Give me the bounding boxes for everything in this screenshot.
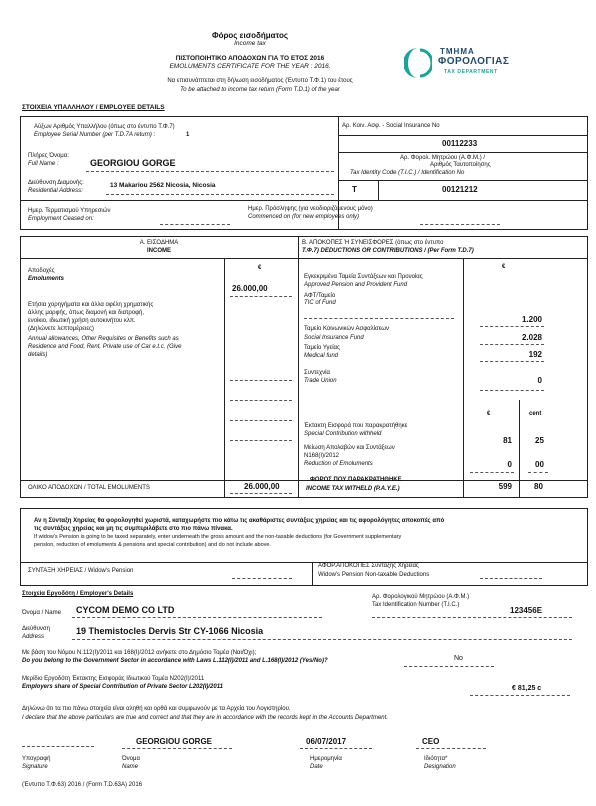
designation-value: CEO bbox=[422, 737, 440, 746]
income-currency: € bbox=[258, 265, 262, 271]
title-en: Income tax bbox=[234, 40, 266, 47]
reduction-cent: 00 bbox=[535, 460, 544, 469]
date-label-gr: Ημερομηνία bbox=[310, 756, 342, 762]
employer-share-value: € 81,25 c bbox=[512, 685, 542, 692]
signature-label-en: Signature bbox=[22, 764, 48, 770]
designation-label-en: Designation bbox=[424, 764, 456, 770]
employer-share-label-en: Employers share of Special Contribution of Private Sector L202(I)/2011 bbox=[22, 684, 223, 690]
deductions-head-en: Τ.Φ.7) DEDUCTIONS OR CONTRIBUTIONS / (Per Form T.D.7) bbox=[302, 248, 474, 254]
reduction-euro: 0 bbox=[507, 460, 512, 469]
employer-tic-value: 123456E bbox=[510, 606, 543, 615]
tic-label-gr: Αρ. Φορολ. Μητρώου (Α.Φ.Μ.) / bbox=[400, 155, 486, 161]
cert-title-en: EMOLUMENTS CERTIFICATE FOR THE YEAR : 2016. bbox=[169, 63, 331, 70]
income-head-en: INCOME bbox=[147, 248, 171, 254]
allowances-gr-2: άλλης μορφής, όπως διαμονή και διατροφή, bbox=[28, 310, 145, 316]
employer-name-value: CYCOM DEMO CO LTD bbox=[76, 605, 175, 615]
pension-note-gr-1: Αν η Σύνταξη Χηρείας θα φορολογηθεί χωριστά, καταχωρήστε πιο κάτω τις ακαθάριστες συντάξεις χηρείας και τις αφορολόγητες αποκοπές από bbox=[34, 518, 445, 524]
paye-euro: 599 bbox=[498, 482, 512, 491]
col-euro-header: € bbox=[487, 411, 491, 417]
social-insurance-value: 00112233 bbox=[442, 139, 478, 148]
designation-label-gr: Ιδιότητα* bbox=[424, 756, 448, 762]
commenced-label-gr: Ημερ. Πρόσληψης (για νεοδιοριζόμενους μόνο) bbox=[248, 206, 373, 212]
pension-note-en-1: If widow's Pension is going to be taxed separately, enter underneath the gross amount and the non-taxable deductions (for Government supplementary bbox=[34, 534, 402, 540]
logo-mark-icon bbox=[404, 46, 432, 80]
allowances-en-3: details) bbox=[28, 352, 48, 358]
social-insurance-label: Αρ. Κοιν. Ασφ. - Social Insurance No bbox=[342, 123, 440, 129]
commenced-label-en: Commenced on (for new employees only) bbox=[248, 214, 360, 220]
attach-note-gr: Να επισυνάπτεται στη δήλωση εισοδήματος (Έντυπο Τ.Φ.1) του έτους bbox=[167, 78, 353, 84]
income-head-gr: Α. ΕΙΣΟΔΗΜΑ bbox=[139, 240, 179, 246]
employer-name-label: Όνομα / Name bbox=[22, 610, 61, 616]
tic-label-en: Tax Identity Code (T.I.C.) / Identification No bbox=[350, 170, 465, 176]
allowances-en-2: Residence and Food, Rent, Private use of Car e.t.c. (Give bbox=[28, 344, 182, 350]
gov-sector-answer: No bbox=[454, 655, 463, 662]
signature-label-gr: Υπογραφή bbox=[22, 756, 51, 762]
union-label-en: Trade Union bbox=[304, 378, 337, 384]
cert-title-gr: ΠΙΣΤΟΠΟΙΗΤΙΚΟ ΑΠΟΔΟΧΩΝ ΓΙΑ ΤΟ ΕΤΟΣ 2016 bbox=[175, 55, 325, 62]
ceased-label-en: Employment Ceased on: bbox=[28, 216, 94, 222]
tic-type: T bbox=[352, 185, 357, 194]
medical-fund-value: 192 bbox=[528, 350, 542, 359]
paye-label-gr: ΦΟΡΟΣ ΠΟΥ ΠΑΡΑΚΡΑΤΗΘΗΚΕ bbox=[310, 477, 402, 483]
logo-text-en: TAX DEPARTMENT bbox=[444, 69, 498, 75]
allowances-gr-3: ενοίκιο, ιδιωτική χρήση αυτοκινήτου κλπ. bbox=[28, 318, 136, 324]
medical-fund-label-gr: Ταμείο Υγείας bbox=[304, 345, 340, 351]
aft-label-en: TIC of Fund bbox=[304, 300, 336, 306]
social-fund-value: 2.028 bbox=[521, 333, 542, 342]
allowances-gr-4: (Δηλώνετε λεπτομέρειες) bbox=[28, 326, 94, 332]
employer-tic-label-en: Tax Identification Number (T.I.C.) bbox=[372, 602, 460, 608]
gov-sector-question-gr: Με βάση του Νόμου Ν.112(Ι)/2011 και 168(Ι)/2012 ανήκετε στο Δημόσιο Τομέα (Ναι/Όχι); bbox=[22, 650, 257, 656]
nontax-deductions-label-gr: ΑΦΟΡ.ΑΠΟΚΟΠΕΣ Σύνταξης Χηρείας bbox=[318, 563, 419, 569]
allowances-en-1: Annual allowances, Other Requisites or Benefits such as bbox=[28, 336, 179, 342]
special-label-en: Special Contribution withheld bbox=[304, 431, 382, 437]
employer-address-label-gr: Διεύθυνση bbox=[22, 626, 50, 632]
employer-share-label-gr: Μερίδιο Εργοδότη Έκτακτης Εισφοράς Ιδιωτικού Τομέα Ν202(Ι)/2011 bbox=[22, 676, 205, 682]
pension-note-en-2: pension, reduction of emoluments & pensions and special contribution) and do not include above. bbox=[34, 542, 271, 548]
special-label-gr: Έκτακτη Εισφορά που παρακρατήθηκε bbox=[304, 423, 408, 429]
col-cent-header: cent bbox=[529, 411, 542, 417]
allowances-gr-1: Ετήσια χορηγήματα και άλλα οφέλη χρηματικής bbox=[28, 302, 154, 308]
serial-label-gr: Αύξων Αριθμός Υπαλλήλου (όπως στο έντυπο Τ.Φ.7) bbox=[34, 124, 175, 130]
special-euro: 81 bbox=[503, 436, 512, 445]
nontax-deductions-label-en: Widow's Pension Non-taxable Deductions bbox=[318, 572, 430, 578]
gov-sector-question-en: Do you belong to the Government Sector in accordance with Laws L.112(I)/2011 and L.168(I)/2012 (Yes/No)? bbox=[22, 658, 328, 664]
medical-fund-label-en: Medical fund bbox=[304, 353, 339, 359]
union-label-gr: Συντεχνία bbox=[304, 370, 330, 376]
social-fund-label-en: Social Insurance Fund bbox=[304, 335, 364, 341]
reduction-label-gr: Μείωση Απολαβών και Συντάξεων bbox=[304, 445, 395, 451]
serial-value: 1 bbox=[186, 132, 190, 138]
employer-tic-label-gr: Αρ. Φορολογικού Μητρώου (Α.Φ.Μ.) bbox=[372, 594, 470, 600]
signatory-name-value: GEORGIOU GORGE bbox=[136, 737, 213, 746]
address-label-en: Residential Address: bbox=[28, 188, 83, 194]
total-emoluments-value: 26.000,00 bbox=[244, 482, 280, 491]
signature-date-value: 06/07/2017 bbox=[306, 737, 347, 746]
tic-label-gr2: Αριθμός Ταυτοποίησης bbox=[430, 162, 491, 168]
paye-cent: 80 bbox=[534, 482, 543, 491]
declaration-en: I declare that the above particulars are true and correct and that they are in accordance with the records kept in the Accounts Department. bbox=[22, 715, 388, 721]
union-value: 0 bbox=[537, 376, 542, 385]
widow-pension-label: ΣΥΝΤΑΞΗ ΧΗΡΕΙΑΣ / Widow's Pension bbox=[28, 568, 134, 574]
full-name-value: GEORGIOU GORGE bbox=[90, 158, 176, 168]
ceased-label-gr: Ημερ. Τερματισμού Υπηρεσιών bbox=[28, 208, 111, 214]
name-label-en: Name bbox=[122, 764, 139, 770]
date-label-en: Date bbox=[310, 764, 323, 770]
tic-value: 00121212 bbox=[442, 185, 478, 194]
emoluments-label-gr: Αποδοχές bbox=[28, 268, 55, 274]
provident-label-en: Approved Pension and Provident Fund bbox=[304, 282, 408, 288]
name-label-gr: Όνομα bbox=[122, 756, 140, 762]
reduction-label-en: Reduction of Emoluments bbox=[304, 461, 373, 467]
full-name-label-gr: Πλήρες Όνομα: bbox=[28, 153, 69, 159]
special-cent: 25 bbox=[535, 436, 544, 445]
emoluments-label-en: Emoluments bbox=[28, 276, 65, 282]
employer-address-value: 19 Themistocles Dervis Str CY-1066 Nicosia bbox=[76, 626, 264, 636]
deductions-currency: € bbox=[502, 264, 506, 270]
deductions-head-gr: Β. ΑΠΟΚΟΠΕΣ Ή ΣΥΝΕΙΣΦΟΡΕΣ (όπως στο έντυπο bbox=[302, 240, 444, 246]
form-reference: (Έντυπο Τ.Φ.63) 2016 / (Form T.D.63A) 2016 bbox=[22, 782, 143, 788]
declaration-gr: Δηλώνω ότι τα πιο πάνω στοιχεία είναι αληθή και ορθά και συμφωνούν με τα Αρχεία του Λογιστηρίου. bbox=[22, 706, 291, 712]
tax-department-logo bbox=[404, 44, 564, 84]
address-label-gr: Διεύθυνση Διαμονής: bbox=[28, 180, 84, 186]
attach-note-en: To be attached to income tax return (Form T.D.1) of the year bbox=[180, 87, 340, 93]
social-fund-label-gr: Ταμείο Κοινωνικών Ασφαλίσεων bbox=[304, 326, 389, 332]
employer-section-title: Στοιχεία Εργοδότη / Employer's Details bbox=[22, 591, 134, 597]
employee-section-title: ΣΤΟΙΧΕΙΑ ΥΠΑΛΛΗΛΟΥ / EMPLOYEE DETAILS bbox=[22, 104, 165, 111]
serial-label-en: Employee Serial Number (per T.D.7A return) : bbox=[34, 132, 156, 138]
paye-label-en: INCOME TAX WITHELD (P.A.Y.E.) bbox=[306, 486, 400, 492]
reduction-label-gr2: N168(I)/2012 bbox=[304, 453, 340, 459]
logo-text-1: ΤΜΗΜΑ bbox=[440, 47, 475, 56]
provident-label-gr: Εγκεκριμένα Ταμεία Συντάξεων και Προνοίας bbox=[304, 274, 423, 280]
total-emoluments-label: ΟΛΙΚΟ ΑΠΟΔΟΧΩΝ / TOTAL EMOLUMENTS bbox=[28, 485, 150, 491]
employer-address-label-en: Address bbox=[22, 634, 45, 640]
address-value: 13 Makariou 2562 Nicosia, Nicosia bbox=[110, 182, 216, 189]
logo-text-2: ΦΟΡΟΛΟΓΙΑΣ bbox=[438, 56, 510, 67]
full-name-label-en: Full Name : bbox=[28, 161, 59, 167]
provident-value: 1.200 bbox=[521, 315, 542, 324]
title-gr: Φόρος εισοδήματος bbox=[212, 31, 288, 40]
pension-note-gr-2: τις συντάξεις χηρείας και μη τις συμπεριλάβετε στο πιο πάνω πίνακα. bbox=[34, 526, 233, 532]
emoluments-value: 26.000,00 bbox=[232, 284, 268, 293]
aft-label-gr: ΑΦΤ/Ταμείο bbox=[304, 293, 336, 299]
